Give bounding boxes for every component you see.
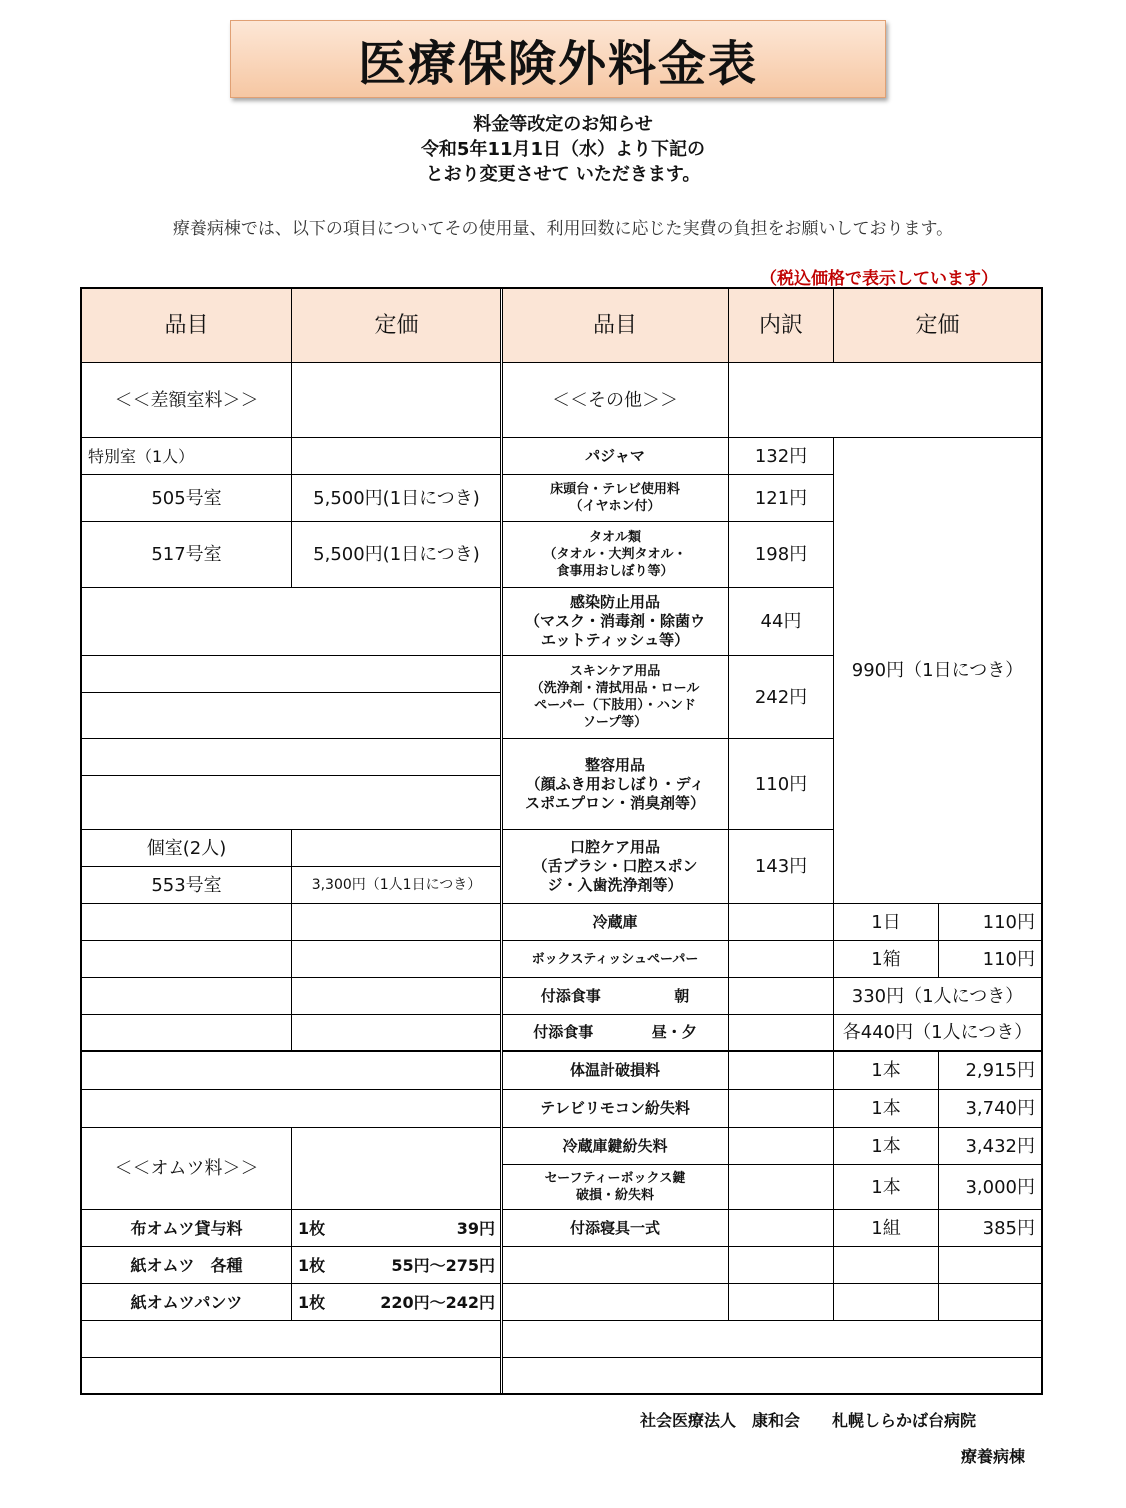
- bedding-unit: 1組: [834, 1210, 939, 1247]
- price-infection-prevention: 44円: [729, 588, 834, 656]
- empty-cell: [729, 1284, 834, 1321]
- price-grooming: 110円: [729, 739, 834, 830]
- fridge-key-price: 3,432円: [939, 1128, 1041, 1165]
- safety-box-price: 3,000円: [939, 1165, 1041, 1210]
- item-tissue: ボックスティッシュペーパー: [502, 941, 729, 978]
- paper-diaper-price-cell: [292, 1247, 502, 1284]
- intro-text: 療養病棟では、以下の項目についてその使用量、利用回数に応じた実費の負担をお願いしております。: [172, 219, 954, 239]
- meal-time: 朝: [674, 986, 690, 1005]
- empty-cell: [729, 904, 834, 941]
- empty-row: [82, 1090, 502, 1128]
- item-bedside-tv: 床頭台・テレビ使用料 （イヤホン付）: [502, 475, 729, 522]
- empty-row: [502, 1321, 1041, 1358]
- empty-cell: [292, 1128, 502, 1210]
- empty-cell: [729, 1210, 834, 1247]
- empty-cell: [292, 830, 502, 867]
- empty-cell: [82, 904, 292, 941]
- room-553-price: 3,300円（1人1日につき）: [292, 867, 502, 904]
- empty-cell: [729, 1090, 834, 1128]
- empty-row: [502, 1358, 1041, 1393]
- empty-cell: [292, 1015, 502, 1052]
- price-skincare: 242円: [729, 656, 834, 739]
- unit: 1枚: [298, 1292, 326, 1312]
- meal-label: 付添食事: [540, 986, 601, 1005]
- empty-cell: [292, 941, 502, 978]
- private-room-label: 個室(2人): [82, 830, 292, 867]
- section-other: ＜＜その他＞＞: [502, 363, 729, 438]
- empty-cell: [292, 978, 502, 1015]
- tissue-unit: 1箱: [834, 941, 939, 978]
- empty-row: [82, 656, 502, 693]
- remote-price: 3,740円: [939, 1090, 1041, 1128]
- empty-cell: [939, 1247, 1041, 1284]
- price: 220円～242円: [380, 1292, 495, 1312]
- item-safety-box: セーフティーボックス鍵 破損・紛失料: [502, 1165, 729, 1210]
- room-553: 553号室: [82, 867, 292, 904]
- empty-cell: [292, 904, 502, 941]
- item-infection-prevention: 感染防止用品 （マスク・消毒剤・除菌ウ エットティッシュ等）: [502, 588, 729, 656]
- empty-cell: [502, 1284, 729, 1321]
- fridge-price: 110円: [939, 904, 1041, 941]
- room-505: 505号室: [82, 475, 292, 522]
- tax-note: （税込価格で表示しています）: [760, 269, 998, 289]
- header-price-2: 定価: [834, 289, 1041, 363]
- price-pajama: 132円: [729, 438, 834, 475]
- empty-cell: [502, 1247, 729, 1284]
- empty-row: [82, 693, 502, 739]
- page-title: 医療保険外料金表: [357, 35, 758, 92]
- empty-cell: [729, 1247, 834, 1284]
- thermometer-price: 2,915円: [939, 1052, 1041, 1090]
- item-meal-morning: [502, 978, 729, 1015]
- empty-cell: [82, 1015, 292, 1052]
- paper-diaper-name: 紙オムツ 各種: [82, 1247, 292, 1284]
- empty-cell: [82, 941, 292, 978]
- notice-line-1: 料金等改定のお知らせ: [473, 114, 653, 135]
- empty-cell: [939, 1284, 1041, 1321]
- title-banner: [230, 20, 886, 98]
- room-505-price: 5,500円(1日につき): [292, 475, 502, 522]
- bedding-price: 385円: [939, 1210, 1041, 1247]
- unit: 1枚: [298, 1255, 326, 1275]
- empty-cell: [729, 941, 834, 978]
- meal-time: 昼・夕: [651, 1023, 697, 1041]
- meal-label: 付添食事: [533, 1023, 594, 1041]
- empty-row: [82, 1358, 502, 1393]
- room-517: 517号室: [82, 522, 292, 588]
- safety-box-unit: 1本: [834, 1165, 939, 1210]
- empty-cell: [834, 1247, 939, 1284]
- empty-cell: [729, 363, 1041, 438]
- header-item: 品目: [82, 289, 292, 363]
- empty-row: [82, 1052, 502, 1090]
- price-bedside-tv: 121円: [729, 475, 834, 522]
- empty-cell: [292, 438, 502, 475]
- empty-cell: [729, 1052, 834, 1090]
- item-pajama: パジャマ: [502, 438, 729, 475]
- footer-ward: 療養病棟: [961, 1447, 1026, 1466]
- unit: 1枚: [298, 1218, 326, 1238]
- price-oral-care: 143円: [729, 830, 834, 904]
- paper-pants-name: 紙オムツパンツ: [82, 1284, 292, 1321]
- section-diaper-fee: ＜＜オムツ料＞＞: [82, 1128, 292, 1210]
- fee-table: [80, 287, 1043, 1395]
- notice-line-2: 令和5年11月1日（水）より下記の: [420, 139, 706, 160]
- fridge-unit: 1日: [834, 904, 939, 941]
- empty-cell: [292, 363, 502, 438]
- cloth-diaper-name: 布オムツ貸与料: [82, 1210, 292, 1247]
- empty-row: [82, 739, 502, 776]
- paper-pants-price-cell: [292, 1284, 502, 1321]
- item-remote: テレビリモコン紛失料: [502, 1090, 729, 1128]
- item-bedding: 付添寝具一式: [502, 1210, 729, 1247]
- item-towels: タオル類 （タオル・大判タオル・ 食事用おしぼり等）: [502, 522, 729, 588]
- section-room-fee: ＜＜差額室料＞＞: [82, 363, 292, 438]
- empty-cell: [729, 1165, 834, 1210]
- thermometer-unit: 1本: [834, 1052, 939, 1090]
- fridge-key-unit: 1本: [834, 1128, 939, 1165]
- item-oral-care: 口腔ケア用品 （舌ブラシ・口腔スポン ジ・入歯洗浄剤等）: [502, 830, 729, 904]
- footer-org: 社会医療法人 康和会 札幌しらかば台病院: [640, 1411, 977, 1430]
- empty-row: [82, 588, 502, 656]
- meal-noon-price: 各440円（1人につき）: [834, 1015, 1041, 1052]
- empty-cell: [729, 1128, 834, 1165]
- empty-cell: [729, 978, 834, 1015]
- item-fridge-key: 冷蔵庫鍵紛失料: [502, 1128, 729, 1165]
- column-divider: [500, 289, 503, 1393]
- item-fridge: 冷蔵庫: [502, 904, 729, 941]
- empty-cell: [729, 1015, 834, 1052]
- cloth-diaper-price-cell: [292, 1210, 502, 1247]
- empty-row: [82, 776, 502, 830]
- price: 39円: [456, 1218, 495, 1238]
- room-517-price: 5,500円(1日につき): [292, 522, 502, 588]
- daily-total-price: 990円（1日につき）: [834, 438, 1041, 904]
- header-item-2: 品目: [502, 289, 729, 363]
- item-meal-noon: [502, 1015, 729, 1052]
- empty-cell: [834, 1284, 939, 1321]
- remote-unit: 1本: [834, 1090, 939, 1128]
- header-breakdown: 内訳: [729, 289, 834, 363]
- price: 55円～275円: [391, 1255, 495, 1275]
- price-towels: 198円: [729, 522, 834, 588]
- empty-cell: [82, 978, 292, 1015]
- item-thermometer: 体温計破損料: [502, 1052, 729, 1090]
- empty-row: [82, 1321, 502, 1358]
- meal-morning-price: 330円（1人につき）: [834, 978, 1041, 1015]
- item-grooming: 整容用品 （顔ふき用おしぼり・ディ スポエプロン・消臭剤等）: [502, 739, 729, 830]
- special-room-label: 特別室（1人）: [82, 438, 292, 475]
- notice-line-3: とおり変更させて いただきます。: [425, 164, 701, 185]
- header-price: 定価: [292, 289, 502, 363]
- tissue-price: 110円: [939, 941, 1041, 978]
- item-skincare: スキンケア用品 （洗浄剤・清拭用品・ロール ペーパー（下肢用）・ハンド ソープ等）: [502, 656, 729, 739]
